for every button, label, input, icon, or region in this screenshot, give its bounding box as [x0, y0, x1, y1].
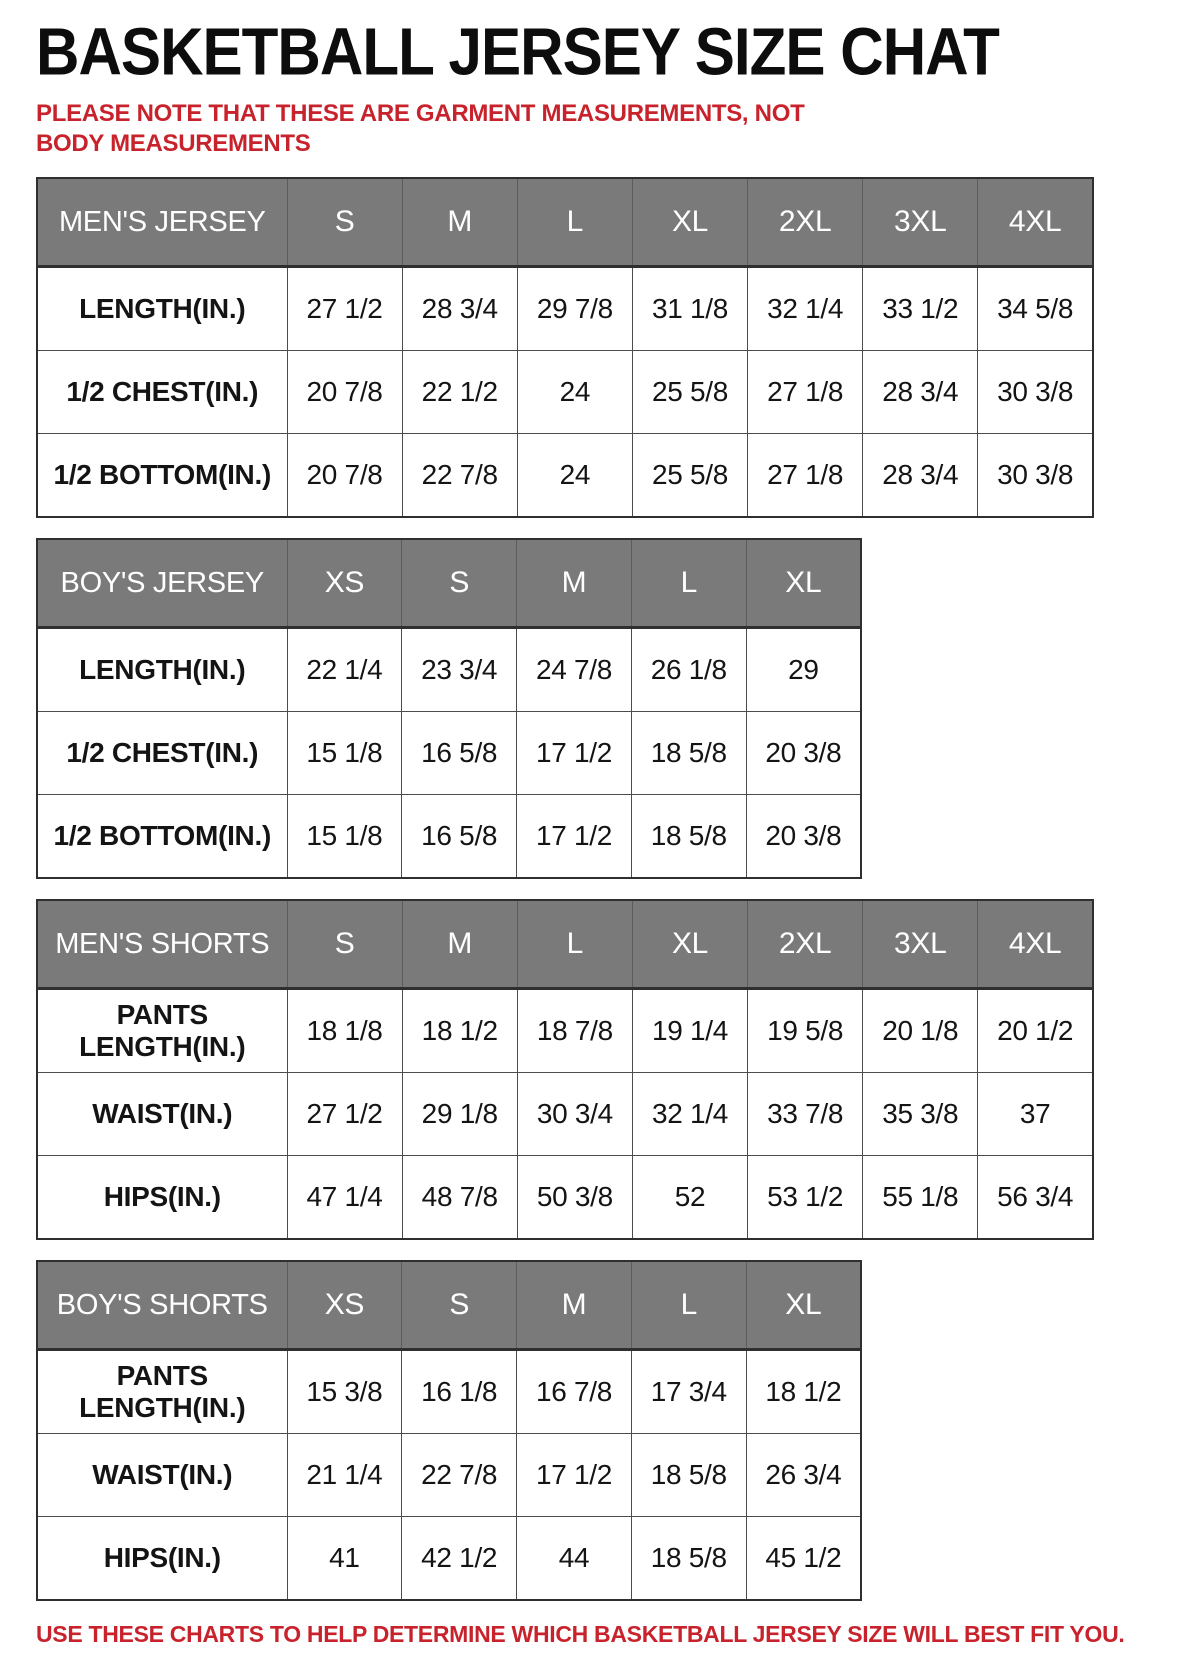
size-value-cell: 32 1/4: [748, 267, 863, 351]
size-column-header: XS: [287, 539, 402, 628]
size-column-header: XL: [632, 900, 747, 989]
row-label: WAIST(IN.): [37, 1073, 287, 1156]
size-value-cell: 24 7/8: [517, 628, 632, 712]
size-value-cell: 17 3/4: [631, 1350, 746, 1434]
size-value-cell: 41: [287, 1517, 402, 1601]
table-row: [37, 434, 1093, 518]
size-column-header: 3XL: [863, 900, 978, 989]
size-column-header: 4XL: [978, 178, 1093, 267]
size-column-header: M: [402, 900, 517, 989]
size-column-header: L: [631, 1261, 746, 1350]
table-title-cell: MEN'S SHORTS: [37, 900, 287, 989]
size-value-cell: 23 3/4: [402, 628, 517, 712]
size-value-cell: 18 5/8: [631, 795, 746, 879]
size-value-cell: 56 3/4: [978, 1156, 1093, 1240]
size-value-cell: 33 7/8: [748, 1073, 863, 1156]
size-value-cell: 21 1/4: [287, 1434, 402, 1517]
size-table-men-s-jersey: [36, 177, 1094, 518]
size-value-cell: 20 3/8: [746, 795, 861, 879]
size-value-cell: 18 1/8: [287, 989, 402, 1073]
table-row: [37, 351, 1093, 434]
size-value-cell: 16 5/8: [402, 795, 517, 879]
size-value-cell: 29 7/8: [517, 267, 632, 351]
size-column-header: L: [517, 178, 632, 267]
size-value-cell: 45 1/2: [746, 1517, 861, 1601]
size-value-cell: 15 1/8: [287, 795, 402, 879]
table-title-cell: BOY'S JERSEY: [37, 539, 287, 628]
size-value-cell: 16 1/8: [402, 1350, 517, 1434]
size-table-boy-s-jersey: [36, 538, 862, 879]
row-label: 1/2 CHEST(IN.): [37, 712, 287, 795]
size-value-cell: 17 1/2: [517, 795, 632, 879]
size-value-cell: 17 1/2: [517, 1434, 632, 1517]
size-value-cell: 31 1/8: [632, 267, 747, 351]
size-value-cell: 42 1/2: [402, 1517, 517, 1601]
size-value-cell: 37: [978, 1073, 1093, 1156]
size-value-cell: 33 1/2: [863, 267, 978, 351]
size-column-header: XL: [746, 1261, 861, 1350]
size-value-cell: 50 3/8: [517, 1156, 632, 1240]
size-column-header: S: [287, 178, 402, 267]
table-row: [37, 1434, 861, 1517]
garment-measurement-note: PLEASE NOTE THAT THESE ARE GARMENT MEASUREMENTS, NOT BODY MEASUREMENTS: [36, 100, 805, 157]
size-column-header: 3XL: [863, 178, 978, 267]
size-value-cell: 30 3/8: [978, 351, 1093, 434]
table-row: [37, 628, 861, 712]
size-column-header: S: [287, 900, 402, 989]
table-row: [37, 989, 1093, 1073]
size-column-header: L: [631, 539, 746, 628]
page-title: BASKETBALL JERSEY SIZE CHAT: [36, 15, 999, 90]
size-value-cell: 17 1/2: [517, 712, 632, 795]
size-value-cell: 24: [517, 434, 632, 518]
size-value-cell: 28 3/4: [402, 267, 517, 351]
table-row: [37, 795, 861, 879]
size-column-header: M: [402, 178, 517, 267]
size-value-cell: 26 1/8: [631, 628, 746, 712]
size-value-cell: 32 1/4: [632, 1073, 747, 1156]
row-label: PANTS LENGTH(IN.): [37, 1350, 287, 1434]
size-column-header: M: [517, 1261, 632, 1350]
row-label: LENGTH(IN.): [37, 628, 287, 712]
size-value-cell: 53 1/2: [748, 1156, 863, 1240]
row-label: 1/2 BOTTOM(IN.): [37, 434, 287, 518]
size-value-cell: 30 3/4: [517, 1073, 632, 1156]
size-value-cell: 30 3/8: [978, 434, 1093, 518]
size-tables-container: [36, 177, 1170, 1601]
table-row: [37, 1350, 861, 1434]
size-column-header: 2XL: [748, 178, 863, 267]
size-value-cell: 35 3/8: [863, 1073, 978, 1156]
row-label: LENGTH(IN.): [37, 267, 287, 351]
size-value-cell: 28 3/4: [863, 434, 978, 518]
size-value-cell: 48 7/8: [402, 1156, 517, 1240]
size-table-men-s-shorts: [36, 899, 1094, 1240]
size-column-header: 4XL: [978, 900, 1093, 989]
size-value-cell: 16 7/8: [517, 1350, 632, 1434]
size-value-cell: 27 1/8: [748, 434, 863, 518]
table-row: [37, 712, 861, 795]
table-header-row: [37, 178, 1093, 267]
table-header-row: [37, 1261, 861, 1350]
size-value-cell: 18 5/8: [631, 712, 746, 795]
size-value-cell: 19 5/8: [748, 989, 863, 1073]
size-value-cell: 29: [746, 628, 861, 712]
size-value-cell: 27 1/2: [287, 1073, 402, 1156]
table-row: [37, 1517, 861, 1601]
size-value-cell: 25 5/8: [632, 351, 747, 434]
size-value-cell: 22 1/4: [287, 628, 402, 712]
row-label: HIPS(IN.): [37, 1517, 287, 1601]
size-column-header: XL: [746, 539, 861, 628]
size-column-header: XL: [632, 178, 747, 267]
size-value-cell: 16 5/8: [402, 712, 517, 795]
size-value-cell: 22 7/8: [402, 434, 517, 518]
size-column-header: L: [517, 900, 632, 989]
size-value-cell: 55 1/8: [863, 1156, 978, 1240]
size-column-header: S: [402, 1261, 517, 1350]
size-value-cell: 15 1/8: [287, 712, 402, 795]
size-value-cell: 27 1/2: [287, 267, 402, 351]
size-value-cell: 20 1/2: [978, 989, 1093, 1073]
size-value-cell: 20 1/8: [863, 989, 978, 1073]
size-value-cell: 20 7/8: [287, 351, 402, 434]
size-value-cell: 25 5/8: [632, 434, 747, 518]
size-value-cell: 18 1/2: [402, 989, 517, 1073]
row-label: 1/2 CHEST(IN.): [37, 351, 287, 434]
size-value-cell: 29 1/8: [402, 1073, 517, 1156]
size-value-cell: 28 3/4: [863, 351, 978, 434]
size-value-cell: 18 7/8: [517, 989, 632, 1073]
footer-note: USE THESE CHARTS TO HELP DETERMINE WHICH BASKETBALL JERSEY SIZE WILL BEST FIT YOU.: [36, 1621, 1125, 1647]
size-value-cell: 20 3/8: [746, 712, 861, 795]
size-table-boy-s-shorts: [36, 1260, 862, 1601]
table-title-cell: BOY'S SHORTS: [37, 1261, 287, 1350]
size-column-header: M: [517, 539, 632, 628]
size-value-cell: 22 7/8: [402, 1434, 517, 1517]
size-column-header: XS: [287, 1261, 402, 1350]
size-column-header: 2XL: [748, 900, 863, 989]
size-value-cell: 24: [517, 351, 632, 434]
size-value-cell: 22 1/2: [402, 351, 517, 434]
row-label: PANTS LENGTH(IN.): [37, 989, 287, 1073]
size-value-cell: 34 5/8: [978, 267, 1093, 351]
table-title-cell: MEN'S JERSEY: [37, 178, 287, 267]
size-value-cell: 26 3/4: [746, 1434, 861, 1517]
size-column-header: S: [402, 539, 517, 628]
size-value-cell: 52: [632, 1156, 747, 1240]
size-value-cell: 18 1/2: [746, 1350, 861, 1434]
table-row: [37, 1073, 1093, 1156]
row-label: WAIST(IN.): [37, 1434, 287, 1517]
size-value-cell: 18 5/8: [631, 1517, 746, 1601]
size-value-cell: 20 7/8: [287, 434, 402, 518]
table-row: [37, 267, 1093, 351]
row-label: 1/2 BOTTOM(IN.): [37, 795, 287, 879]
table-row: [37, 1156, 1093, 1240]
size-value-cell: 27 1/8: [748, 351, 863, 434]
row-label: HIPS(IN.): [37, 1156, 287, 1240]
table-header-row: [37, 539, 861, 628]
size-value-cell: 19 1/4: [632, 989, 747, 1073]
size-value-cell: 44: [517, 1517, 632, 1601]
size-value-cell: 47 1/4: [287, 1156, 402, 1240]
table-header-row: [37, 900, 1093, 989]
size-value-cell: 15 3/8: [287, 1350, 402, 1434]
size-value-cell: 18 5/8: [631, 1434, 746, 1517]
